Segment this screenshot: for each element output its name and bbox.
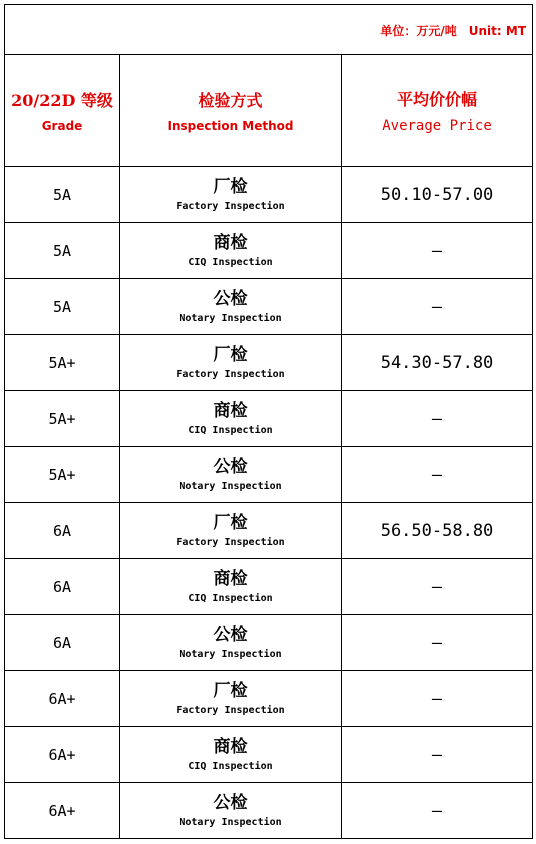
price-cell xyxy=(342,223,533,279)
method-cell xyxy=(120,167,342,223)
header-grade xyxy=(5,55,120,167)
price-cell xyxy=(342,279,533,335)
header-price xyxy=(342,55,533,167)
price-value: – xyxy=(431,576,443,597)
method-zh: 商检 xyxy=(213,569,248,589)
header-grade-zh: 20/22D 等级 xyxy=(11,91,113,110)
price-table xyxy=(4,4,533,839)
method-cell xyxy=(120,279,342,335)
header-method xyxy=(120,55,342,167)
grade-cell xyxy=(5,335,120,391)
method-zh: 公检 xyxy=(213,625,248,645)
table-row xyxy=(5,783,533,839)
grade-value: 6A+ xyxy=(48,746,76,764)
method-en: Factory Inspection xyxy=(176,705,285,716)
method-cell xyxy=(120,783,342,839)
table-row xyxy=(5,503,533,559)
method-zh: 厂检 xyxy=(213,513,248,533)
method-en: Factory Inspection xyxy=(176,537,285,548)
method-en: Factory Inspection xyxy=(176,369,285,380)
grade-value: 5A xyxy=(52,298,72,316)
price-cell xyxy=(342,335,533,391)
method-cell xyxy=(120,727,342,783)
method-zh: 厂检 xyxy=(213,681,248,701)
method-zh: 公检 xyxy=(213,457,248,477)
grade-cell xyxy=(5,615,120,671)
price-cell xyxy=(342,727,533,783)
method-en: CIQ Inspection xyxy=(188,593,273,604)
price-value: – xyxy=(431,744,443,765)
header-method-en: Inspection Method xyxy=(167,119,294,133)
method-en: Notary Inspection xyxy=(179,649,282,660)
price-cell xyxy=(342,503,533,559)
grade-cell xyxy=(5,391,120,447)
grade-value: 6A xyxy=(52,522,72,540)
price-cell xyxy=(342,615,533,671)
method-cell xyxy=(120,447,342,503)
grade-value: 6A+ xyxy=(48,690,76,708)
price-value: – xyxy=(431,800,443,821)
price-value: – xyxy=(431,688,443,709)
method-cell xyxy=(120,559,342,615)
grade-cell xyxy=(5,671,120,727)
price-value: – xyxy=(431,464,443,485)
method-cell xyxy=(120,503,342,559)
table-row xyxy=(5,279,533,335)
table-row xyxy=(5,167,533,223)
unit-cell xyxy=(5,5,533,55)
method-zh: 厂检 xyxy=(213,177,248,197)
header-price-zh: 平均价价幅 xyxy=(397,90,478,109)
grade-cell xyxy=(5,167,120,223)
method-en: CIQ Inspection xyxy=(188,761,273,772)
method-cell xyxy=(120,615,342,671)
price-sheet xyxy=(4,4,532,840)
method-en: Notary Inspection xyxy=(179,481,282,492)
price-value: 54.30-57.80 xyxy=(380,352,494,373)
method-zh: 商检 xyxy=(213,401,248,421)
price-value: – xyxy=(431,632,443,653)
grade-value: 6A+ xyxy=(48,802,76,820)
grade-cell xyxy=(5,447,120,503)
grade-value: 6A xyxy=(52,634,72,652)
method-cell xyxy=(120,671,342,727)
method-en: Factory Inspection xyxy=(176,201,285,212)
table-row xyxy=(5,671,533,727)
method-zh: 公检 xyxy=(213,793,248,813)
grade-cell xyxy=(5,559,120,615)
header-row xyxy=(5,55,533,167)
price-value: – xyxy=(431,408,443,429)
grade-cell xyxy=(5,503,120,559)
table-row xyxy=(5,727,533,783)
price-cell xyxy=(342,447,533,503)
grade-value: 6A xyxy=(52,578,72,596)
price-cell xyxy=(342,671,533,727)
price-cell xyxy=(342,783,533,839)
method-cell xyxy=(120,391,342,447)
grade-value: 5A+ xyxy=(48,354,76,372)
table-row xyxy=(5,223,533,279)
method-en: CIQ Inspection xyxy=(188,257,273,268)
header-grade-en: Grade xyxy=(41,119,83,133)
method-zh: 商检 xyxy=(213,233,248,253)
price-value: – xyxy=(431,240,443,261)
table-row xyxy=(5,391,533,447)
grade-cell xyxy=(5,279,120,335)
price-cell xyxy=(342,391,533,447)
header-price-en: Average Price xyxy=(382,118,492,134)
grade-value: 5A xyxy=(52,242,72,260)
grade-cell xyxy=(5,783,120,839)
price-value: 50.10-57.00 xyxy=(380,184,494,205)
method-en: Notary Inspection xyxy=(179,313,282,324)
header-method-zh: 检验方式 xyxy=(198,91,263,110)
price-value: 56.50-58.80 xyxy=(380,520,494,541)
unit-row xyxy=(5,5,533,55)
grade-value: 5A+ xyxy=(48,410,76,428)
unit-label-en: Unit: MT xyxy=(468,24,527,38)
grade-value: 5A+ xyxy=(48,466,76,484)
method-zh: 厂检 xyxy=(213,345,248,365)
grade-cell xyxy=(5,223,120,279)
price-cell xyxy=(342,167,533,223)
method-en: CIQ Inspection xyxy=(188,425,273,436)
table-row xyxy=(5,335,533,391)
table-row xyxy=(5,615,533,671)
table-row xyxy=(5,559,533,615)
method-cell xyxy=(120,335,342,391)
grade-cell xyxy=(5,727,120,783)
grade-value: 5A xyxy=(52,186,72,204)
method-en: Notary Inspection xyxy=(179,817,282,828)
method-zh: 商检 xyxy=(213,737,248,757)
method-zh: 公检 xyxy=(213,289,248,309)
table-row xyxy=(5,447,533,503)
unit-label-zh: 单位：万元/吨 xyxy=(380,24,457,38)
price-cell xyxy=(342,559,533,615)
price-value: – xyxy=(431,296,443,317)
method-cell xyxy=(120,223,342,279)
